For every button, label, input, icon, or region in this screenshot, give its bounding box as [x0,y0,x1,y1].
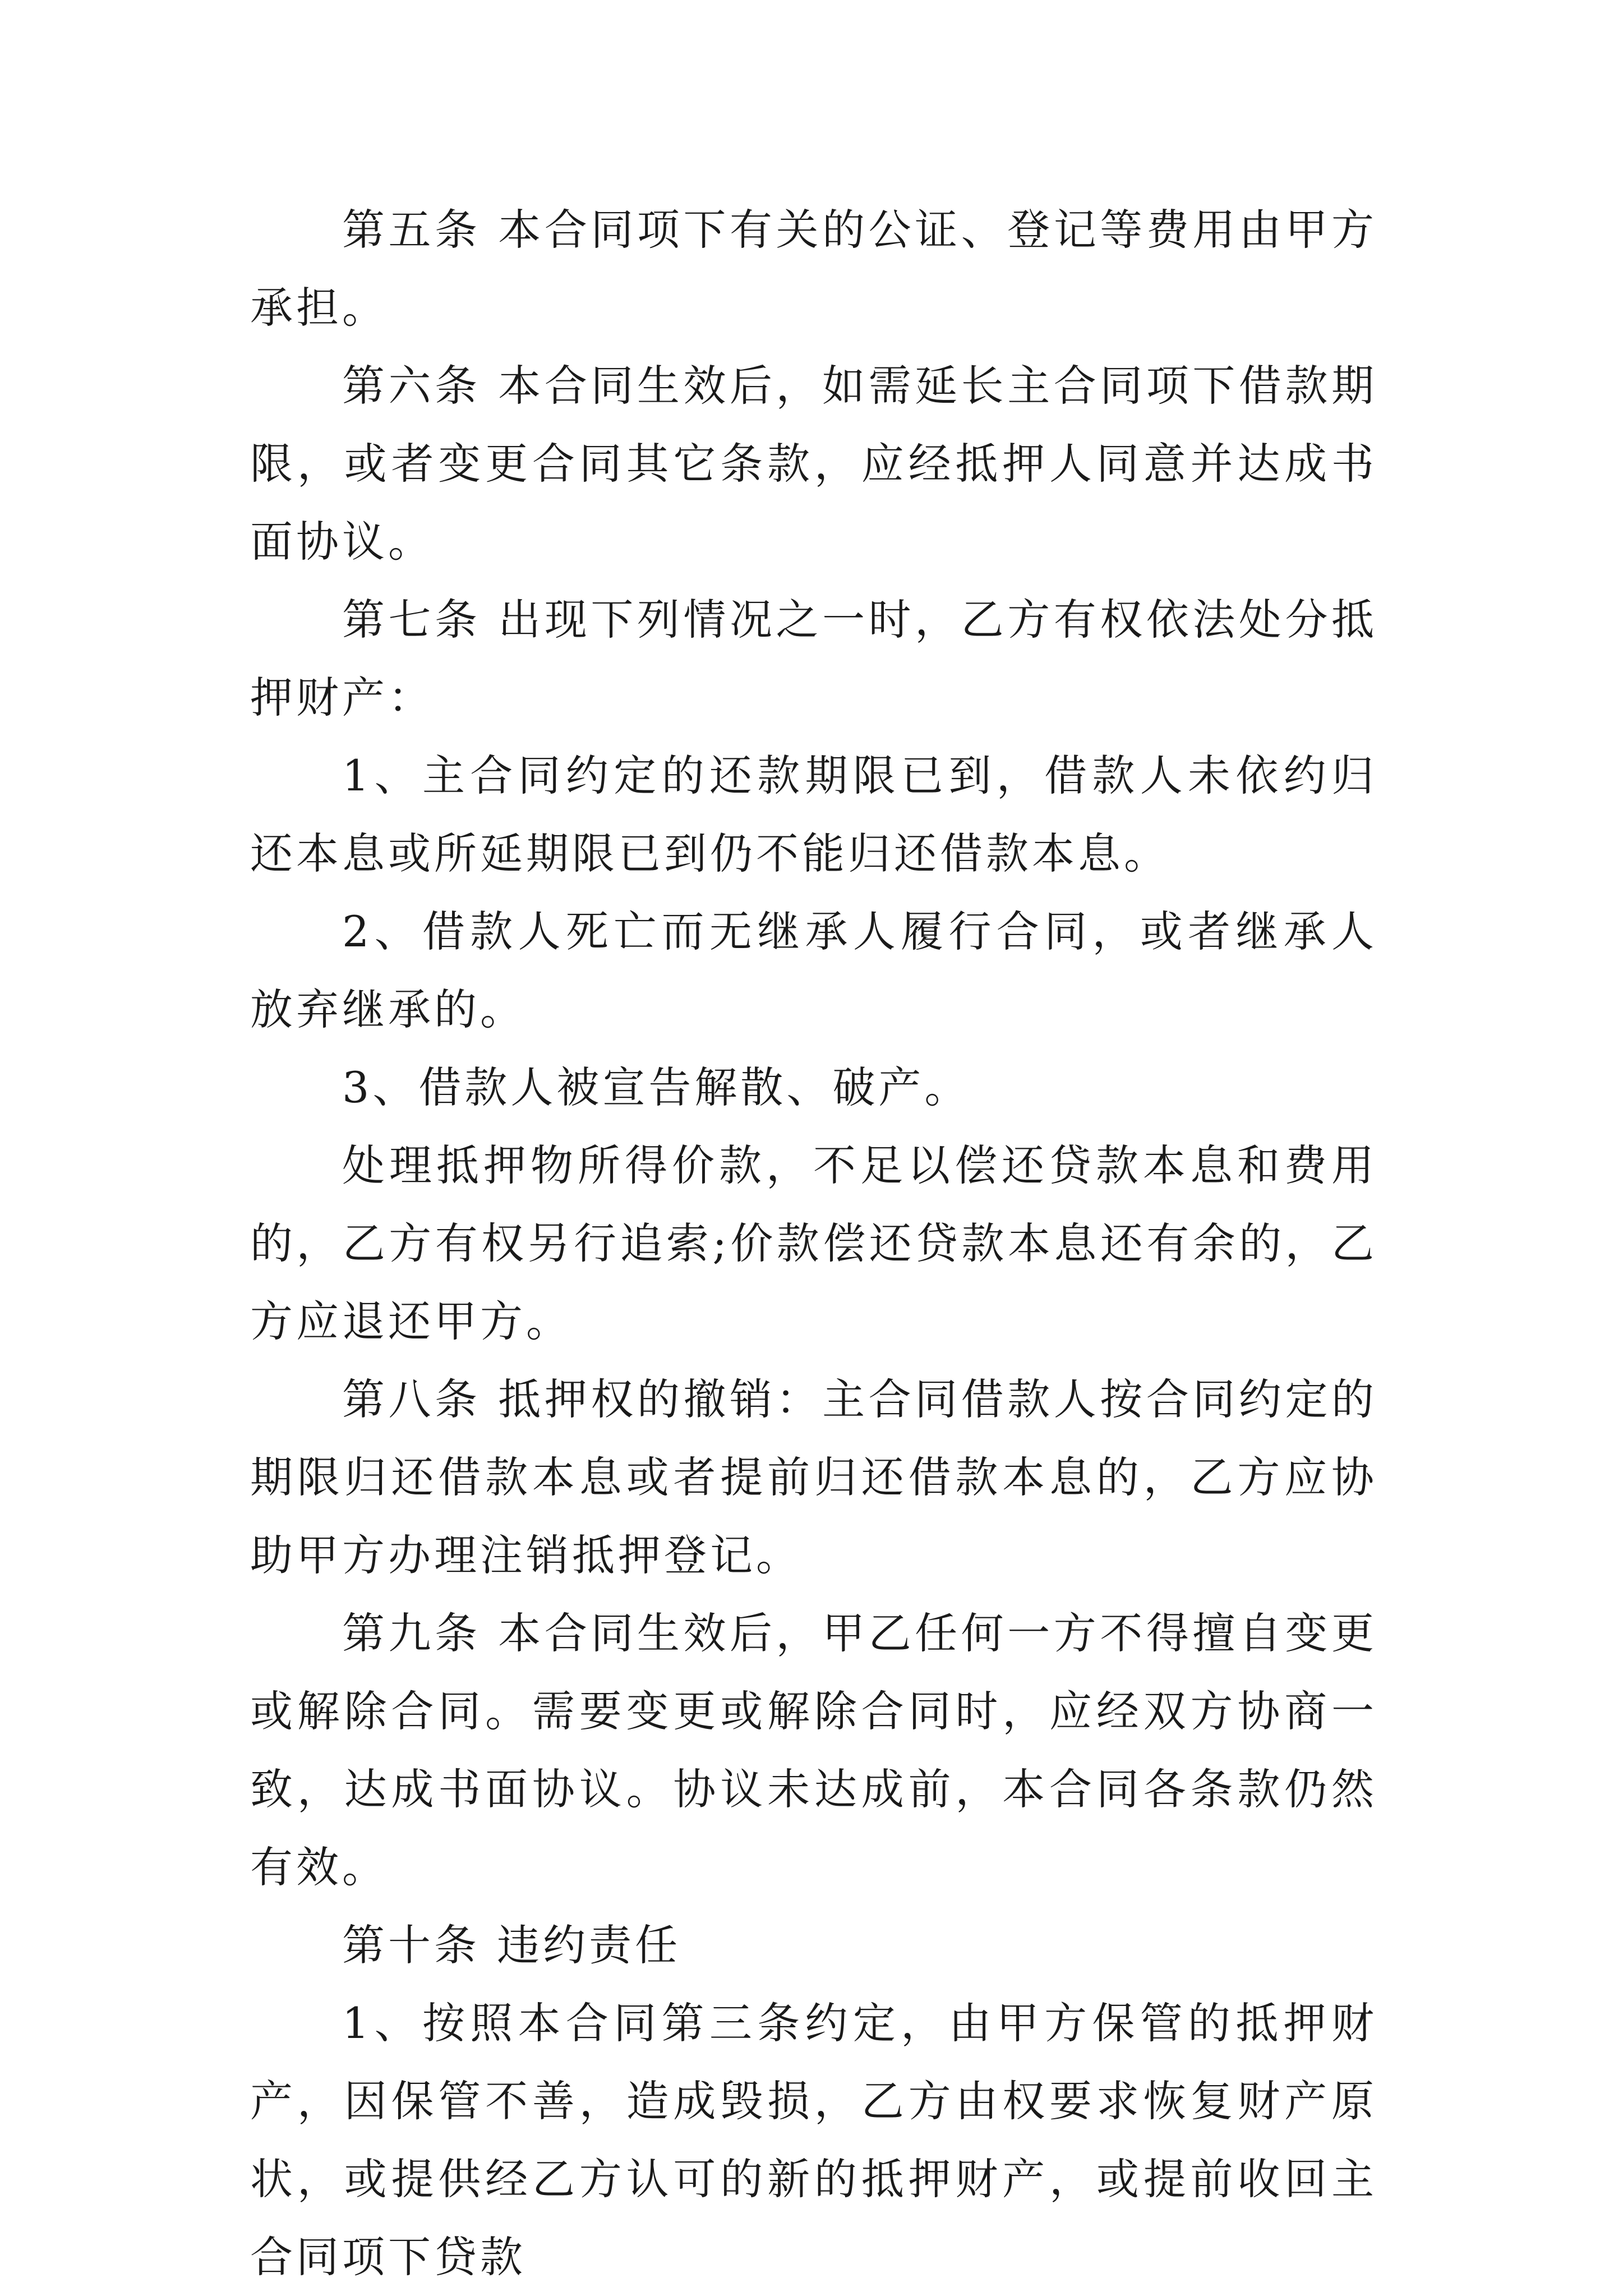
paragraph-article-7-item-1: 1、主合同约定的还款期限已到，借款人未依约归还本息或所延期限已到仍不能归还借款本息。 [250,751,1377,878]
paragraph-article-9: 第九条 本合同生效后，甲乙任何一方不得擅自变更或解除合同。需要变更或解除合同时，应经双方协商一致，达成书面协议。协议未达成前，本合同各条款仍然有效。 [250,1608,1377,1892]
paragraph-article-7: 第七条 出现下列情况之一时，乙方有权依法处分抵押财产： [250,595,1377,723]
paragraph-article-5: 第五条 本合同项下有关的公证、登记等费用由甲方承担。 [250,205,1377,333]
paragraph-article-10-item-1: 1、按照本合同第三条约定，由甲方保管的抵押财产，因保管不善，造成毁损，乙方由权要求恢复财产原状，或提供经乙方认可的新的抵押财产，或提前收回主合同项下贷款 [250,1998,1377,2282]
paragraph-article-6: 第六条 本合同生效后，如需延长主合同项下借款期限，或者变更合同其它条款，应经抵押人同意并达成书面协议。 [250,361,1377,567]
paragraph-article-10-heading: 第十条 违约责任 [342,1920,681,1970]
paragraph-disposal-proceeds: 处理抵押物所得价款，不足以偿还贷款本息和费用的，乙方有权另行追索;价款偿还贷款本息还有余的，乙方应退还甲方。 [250,1140,1377,1346]
document-body [250,191,1377,2296]
paragraph-article-8: 第八条 抵押权的撤销：主合同借款人按合同约定的期限归还借款本息或者提前归还借款本息的，乙方应协助甲方办理注销抵押登记。 [250,1374,1377,1580]
paragraph-article-7-item-2: 2、借款人死亡而无继承人履行合同，或者继承人放弃继承的。 [250,907,1377,1034]
paragraph-article-7-item-3: 3、借款人被宣告解散、破产。 [342,1062,971,1112]
